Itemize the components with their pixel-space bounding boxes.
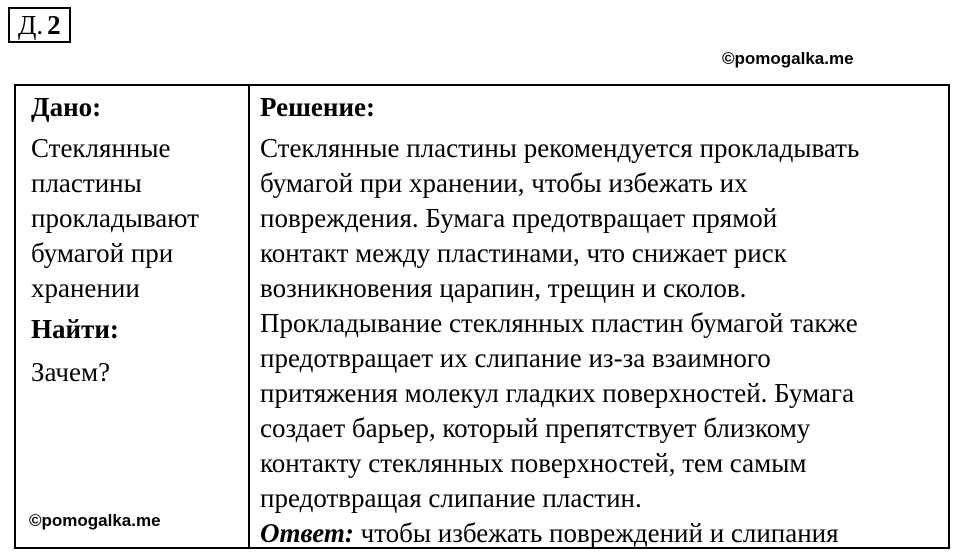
solution-line: предотвращая слипание пластин.	[260, 483, 642, 513]
solution-line: контакт между пластинами, что снижает риск	[260, 238, 787, 268]
answer-label: Ответ:	[260, 518, 354, 548]
watermark-bottom: ©pomogalka.me	[29, 511, 161, 530]
given-column	[31, 90, 241, 390]
given-line: Стеклянные	[31, 133, 171, 163]
given-line: хранении	[31, 273, 140, 303]
column-divider	[248, 86, 250, 547]
task-number: 2	[47, 9, 61, 40]
solution-line: повреждения. Бумага предотвращает прямой	[260, 203, 778, 233]
solution-line: Стеклянные пластины рекомендуется прокладывать	[260, 133, 860, 163]
given-line: пластины	[31, 168, 142, 198]
watermark-top: ©pomogalka.me	[722, 49, 854, 68]
given-heading: Дано:	[31, 92, 102, 122]
given-line: прокладывают	[31, 203, 199, 233]
given-text	[31, 131, 241, 306]
solution-line: контакту стеклянных поверхностей, тем самым	[260, 448, 807, 478]
solution-line: создает барьер, который препятствует близкому	[260, 413, 811, 443]
solution-column	[260, 90, 950, 551]
solution-line: притяжения молекул гладких поверхностей. Бумага	[260, 378, 855, 408]
task-number-box	[8, 7, 71, 43]
task-label: Д.	[18, 9, 44, 40]
solution-line: бумагой при хранении, чтобы избежать их	[260, 168, 748, 198]
solution-text	[260, 131, 950, 551]
answer-line	[260, 516, 950, 551]
solution-line: Прокладывание стеклянных пластин бумагой также	[260, 308, 858, 338]
answer-text: чтобы избежать повреждений и слипания	[353, 518, 839, 548]
solution-heading: Решение:	[260, 92, 375, 122]
solution-line: возникновения царапин, трещин и сколов.	[260, 273, 747, 303]
solution-table	[14, 84, 950, 549]
given-line: бумагой при	[31, 238, 174, 268]
find-text: Зачем?	[31, 357, 111, 387]
find-heading: Найти:	[31, 314, 119, 344]
solution-line: предотвращает их слипание из-за взаимного	[260, 343, 771, 373]
